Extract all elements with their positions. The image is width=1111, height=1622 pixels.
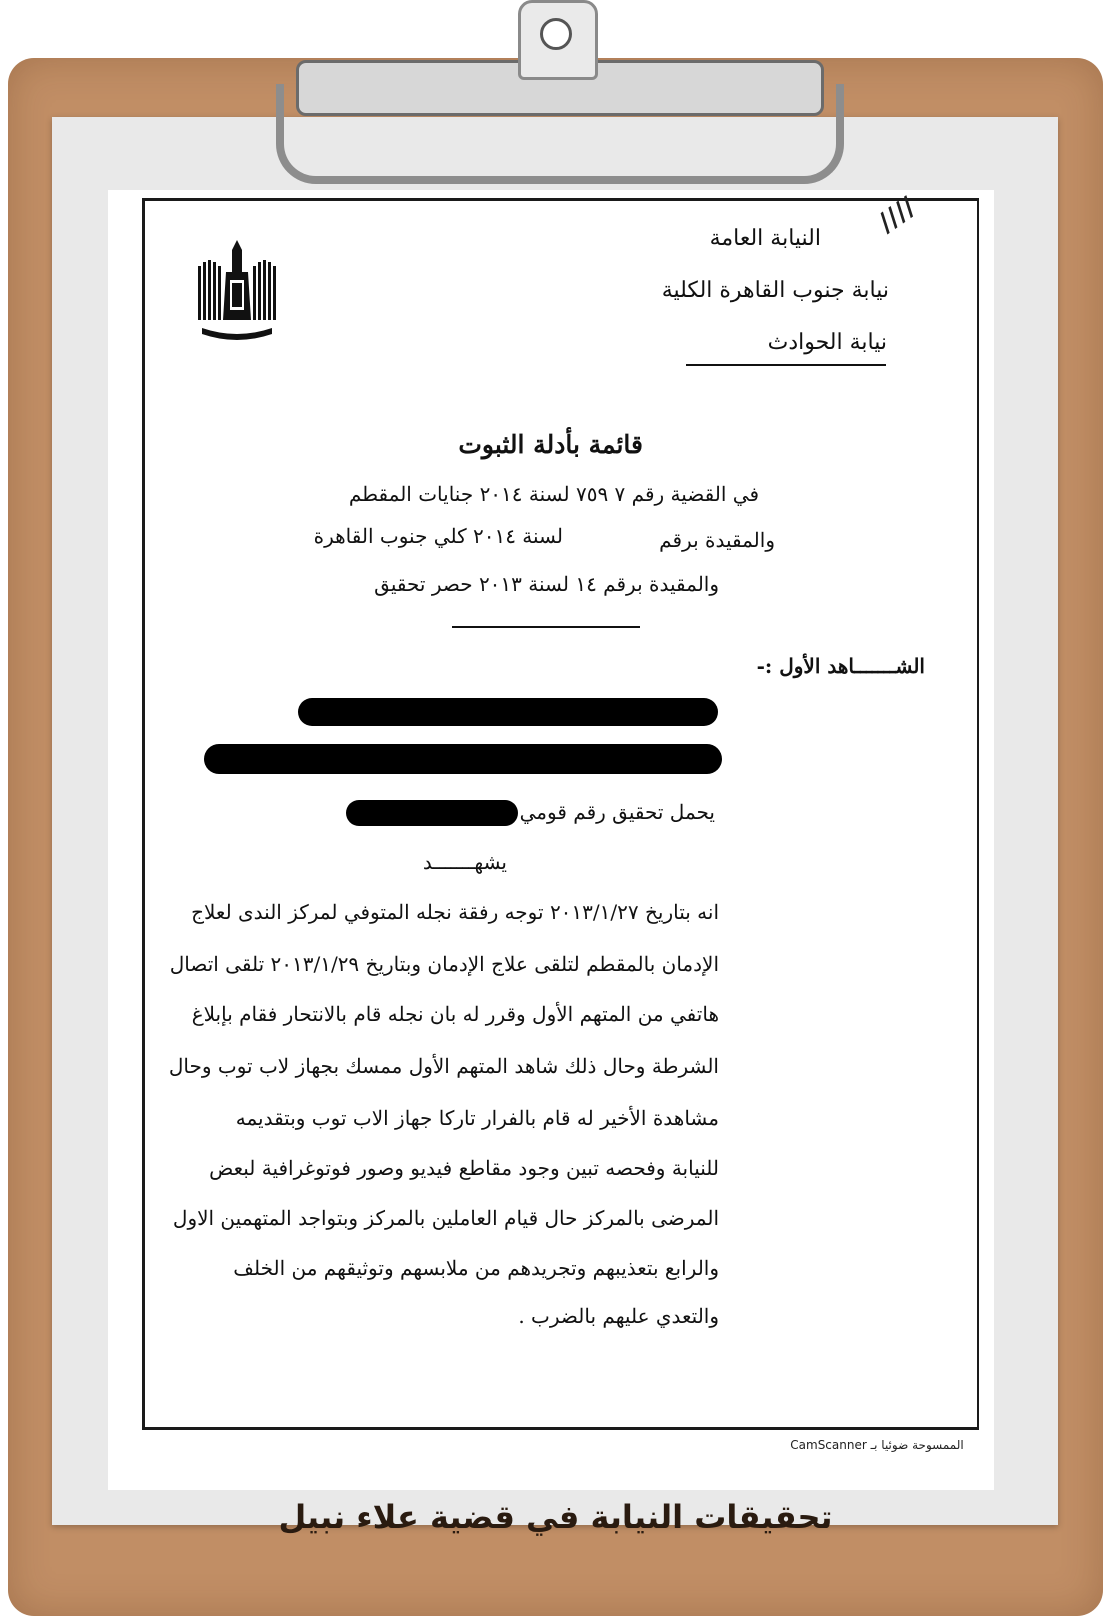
testimony-line: والرابع بتعذيبهم وتجريدهم من ملابسهم وتوثيقهم من الخلف — [233, 1256, 719, 1280]
redaction-id-number — [346, 800, 518, 826]
section-divider — [452, 626, 640, 628]
case-investigation-line: والمقيدة برقم ١٤ لسنة ٢٠١٣ حصر تحقيق — [374, 572, 719, 596]
header-line-1: النيابة العامة — [709, 226, 821, 251]
testimony-line: مشاهدة الأخير له قام بالفرار تاركا جهاز الاب توب وبتقديمه — [235, 1106, 719, 1130]
witness-heading: الشـــــــاهد الأول :- — [756, 654, 925, 678]
image-caption: تحقيقات النيابة في قضية علاء نبيل — [278, 1498, 833, 1536]
testimony-line: والتعدي عليهم بالضرب . — [518, 1304, 719, 1328]
witness-testifies: يشهـــــــد — [422, 850, 507, 874]
testimony-line: انه بتاريخ ٢٠١٣/١/٢٧ توجه رفقة نجله المتوفي لمركز الندى لعلاج — [191, 900, 719, 924]
header-underline — [686, 364, 886, 366]
witness-id-label: يحمل تحقيق رقم قومي — [519, 800, 715, 824]
case-registered-label: والمقيدة برقم — [659, 528, 775, 552]
header-line-3: نيابة الحوادث — [767, 330, 887, 355]
testimony-line: المرضى بالمركز حال قيام العاملين بالمركز وبتواجد المتهمين الاول — [172, 1206, 719, 1230]
clip-hole-icon — [540, 18, 572, 50]
redaction-address — [204, 744, 722, 774]
case-number-line: في القضية رقم ٧ ٧٥٩ لسنة ٢٠١٤ جنايات المقطم — [348, 482, 759, 506]
testimony-line: الإدمان بالمقطم لتلقى علاج الإدمان وبتاريخ ٢٠١٣/١/٢٩ تلقى اتصال — [169, 952, 719, 976]
corner-mark: //// — [872, 191, 922, 239]
redaction-name — [298, 698, 718, 726]
testimony-line: هاتفي من المتهم الأول وقرر له بان نجله قام بالانتحار فقام بإبلاغ — [191, 1002, 719, 1026]
case-registered-value: لسنة ٢٠١٤ كلي جنوب القاهرة — [313, 524, 563, 548]
testimony-line: للنيابة وفحصه تبين وجود مقاطع فيديو وصور فوتوغرافية لبعض — [209, 1156, 719, 1180]
document-title: قائمة بأدلة الثبوت — [458, 430, 643, 459]
testimony-line: الشرطة وحال ذلك شاهد المتهم الأول ممسك بجهاز لاب توب وحال — [168, 1054, 719, 1078]
eagle-emblem-icon — [196, 236, 278, 346]
camscanner-watermark: الممسوحة ضوئيا بـ CamScanner — [762, 1432, 992, 1458]
header-line-2: نيابة جنوب القاهرة الكلية — [661, 278, 889, 303]
